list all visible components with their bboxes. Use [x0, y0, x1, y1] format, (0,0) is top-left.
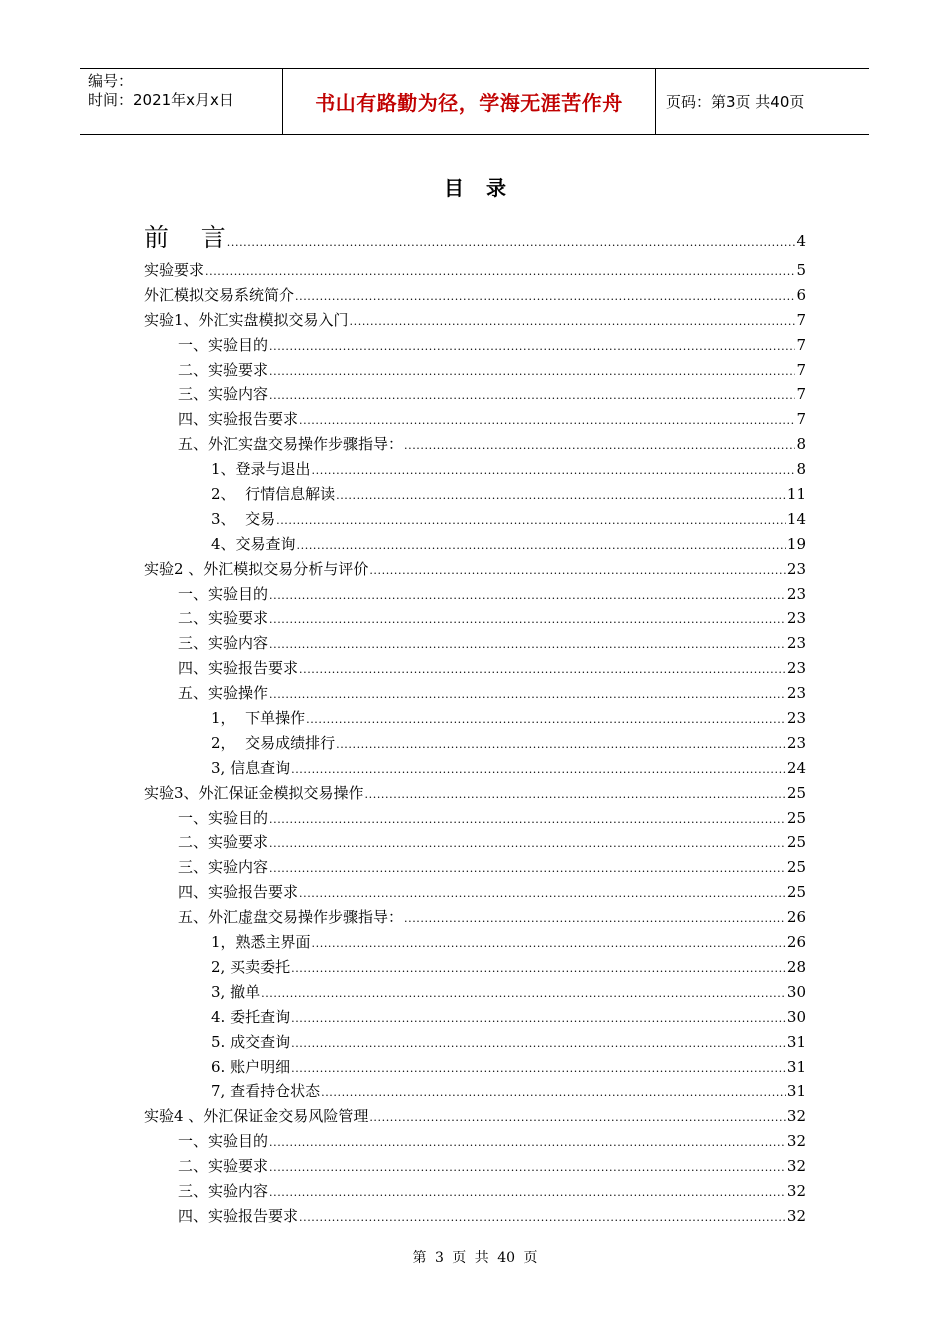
- toc-entry-page: 14: [786, 509, 806, 528]
- header-meta: [80, 69, 282, 134]
- toc-entry-page: 25: [786, 883, 806, 902]
- page-footer: 第 3 页 共 40 页: [412, 1250, 538, 1266]
- toc-entry[interactable]: [144, 631, 806, 656]
- toc-entry-page: 5: [796, 261, 806, 279]
- toc-entry[interactable]: [144, 855, 806, 880]
- toc-entry-page: 19: [786, 534, 806, 553]
- toc-entry[interactable]: [144, 756, 806, 781]
- toc-leader-dots: [350, 308, 796, 335]
- header-motto: 书山有路勤为径，学海无涯苦作舟: [282, 69, 656, 134]
- toc-entry-label: 三、实验内容: [178, 1181, 269, 1200]
- toc-entry-page: 26: [786, 933, 806, 952]
- toc-leader-dots: [269, 358, 795, 385]
- toc-entry-page: 32: [786, 1107, 806, 1126]
- toc-entry[interactable]: [144, 1129, 806, 1154]
- toc-leader-dots: [312, 457, 796, 484]
- toc-entry-page: 8: [796, 460, 806, 479]
- toc-entry[interactable]: [144, 731, 806, 756]
- toc-leader-dots: [269, 631, 786, 658]
- toc-entry[interactable]: [144, 880, 806, 905]
- toc-leader-dots: [299, 407, 795, 434]
- toc-entry[interactable]: [144, 482, 806, 507]
- toc-entry[interactable]: [144, 930, 806, 955]
- toc-leader-dots: [291, 1005, 786, 1032]
- toc-leader-dots: [312, 930, 786, 957]
- toc-entry[interactable]: [144, 980, 806, 1005]
- toc-entry-page: 31: [786, 1082, 806, 1101]
- toc-entry-label: 2， 交易成绩排行: [211, 733, 336, 752]
- header-page-info: 页码：第3页 共40页: [666, 93, 805, 111]
- toc-leader-dots: [404, 905, 786, 932]
- toc-entry-page: 30: [786, 1007, 806, 1026]
- toc-leader-dots: [269, 681, 786, 708]
- toc-entry[interactable]: [144, 532, 806, 557]
- toc-entry-label: 1、登录与退出: [211, 460, 311, 479]
- toc-leader-dots: [299, 880, 786, 907]
- toc-entry[interactable]: [144, 1179, 806, 1204]
- header-time-label: 时间：2021年x月x日: [88, 91, 234, 109]
- toc-leader-dots: [365, 781, 786, 808]
- toc-entry[interactable]: [144, 781, 806, 806]
- toc-entry[interactable]: [144, 432, 806, 457]
- toc-entry-page: 23: [786, 559, 806, 578]
- toc-entry-page: 7: [796, 385, 806, 404]
- toc-leader-dots: [269, 582, 786, 609]
- toc-entry-page: 32: [786, 1132, 806, 1151]
- toc-entry-label: 2、 行情信息解读: [211, 485, 336, 504]
- toc-entry-page: 26: [786, 908, 806, 927]
- toc-leader-dots: [336, 482, 786, 509]
- toc-entry-label: 三、实验内容: [178, 385, 269, 404]
- toc-entry[interactable]: [144, 830, 806, 855]
- toc-entry[interactable]: [144, 1079, 806, 1104]
- toc-leader-dots: [299, 1204, 786, 1231]
- toc-entry-label: 五、外汇虚盘交易操作步骤指导：: [178, 908, 404, 927]
- toc-entry[interactable]: [144, 681, 806, 706]
- toc-entry[interactable]: [144, 955, 806, 980]
- toc-entry-page: 23: [786, 634, 806, 653]
- toc-entry-page: 30: [786, 982, 806, 1001]
- toc-leader-dots: [269, 1129, 786, 1156]
- toc-entry-label: 4、交易查询: [211, 534, 296, 553]
- toc-title: 目录: [444, 176, 528, 200]
- toc-entry-label: 实验3、外汇保证金模拟交易操作: [144, 783, 364, 802]
- toc-leader-dots: [299, 656, 786, 683]
- toc-leader-dots: [269, 830, 786, 857]
- toc-entry-label: 五、外汇实盘交易操作步骤指导：: [178, 435, 404, 454]
- toc-leader-dots: [269, 606, 786, 633]
- toc-entry[interactable]: [144, 1104, 806, 1129]
- toc-leader-dots: [269, 382, 795, 409]
- toc-entry[interactable]: [144, 358, 806, 383]
- toc-entry-label: 五、实验操作: [178, 684, 269, 703]
- toc-entry[interactable]: [144, 1154, 806, 1179]
- toc-leader-dots: [276, 507, 786, 534]
- toc-leader-dots: [404, 432, 795, 459]
- toc-entry-page: 23: [786, 684, 806, 703]
- toc-entry-label: 2, 买卖委托: [211, 957, 291, 976]
- toc-entry-label: 四、实验报告要求: [178, 1206, 299, 1225]
- toc-entry-label: 1，熟悉主界面: [211, 933, 311, 952]
- toc-entry-label: 一、实验目的: [178, 1132, 269, 1151]
- toc-entry-page: 32: [786, 1181, 806, 1200]
- toc-entry[interactable]: [144, 507, 806, 532]
- toc-leader-dots: [336, 731, 786, 758]
- toc-entry[interactable]: [144, 1005, 806, 1030]
- toc-entry[interactable]: [144, 606, 806, 631]
- toc-entry-label: 3, 撤单: [211, 982, 261, 1001]
- toc-entry[interactable]: [144, 308, 806, 333]
- toc-entry-page: 24: [786, 758, 806, 777]
- toc-entry-label: 四、实验报告要求: [178, 410, 299, 429]
- toc-leader-dots: [291, 1055, 786, 1082]
- page-header: [80, 68, 869, 135]
- toc-entry-page: 23: [786, 709, 806, 728]
- toc-leader-dots: [291, 955, 786, 982]
- toc-entry-page: 7: [796, 410, 806, 429]
- toc-entry-page: 23: [786, 609, 806, 628]
- toc-entry-page: 32: [786, 1206, 806, 1225]
- toc-entry[interactable]: [144, 407, 806, 432]
- toc-entry-label: 二、实验要求: [178, 609, 269, 628]
- toc-entry-page: 28: [786, 957, 806, 976]
- toc-entry[interactable]: [144, 258, 806, 283]
- toc-entry-label: 一、实验目的: [178, 584, 269, 603]
- toc-entry-page: 23: [786, 659, 806, 678]
- toc-entry-label: 二、实验要求: [178, 1157, 269, 1176]
- toc-leader-dots: [291, 756, 786, 783]
- toc-entry-label: 4. 委托查询: [211, 1007, 291, 1026]
- toc-leader-dots: [321, 1079, 786, 1106]
- header-number-label: 编号：: [88, 72, 134, 90]
- toc-leader-dots: [205, 258, 795, 285]
- toc-entry[interactable]: [144, 1030, 806, 1055]
- toc-entry-page: 25: [786, 833, 806, 852]
- toc-entry-label: 7, 查看持仓状态: [211, 1082, 321, 1101]
- toc-entry-label: 实验要求: [144, 261, 205, 279]
- toc-leader-dots: [306, 706, 786, 733]
- toc-entry[interactable]: [144, 1204, 806, 1229]
- toc-leader-dots: [269, 855, 786, 882]
- toc-entry-label: 二、实验要求: [178, 833, 269, 852]
- toc-entry-page: 25: [786, 783, 806, 802]
- toc-entry-label: 3、 交易: [211, 509, 276, 528]
- toc-entry-page: 11: [786, 485, 806, 504]
- toc-entry-page: 7: [796, 335, 806, 354]
- toc-entry-page: 4: [796, 232, 806, 250]
- toc-entry-page: 31: [786, 1032, 806, 1051]
- toc-entry-label: 外汇模拟交易系统简介: [144, 285, 295, 304]
- toc-entry-page: 6: [796, 285, 806, 304]
- toc-entry-label: 实验2 、外汇模拟交易分析与评价: [144, 559, 369, 578]
- toc-leader-dots: [295, 283, 795, 310]
- toc-entry-label: 三、实验内容: [178, 634, 269, 653]
- toc-entry-label: 实验4 、外汇保证金交易风险管理: [144, 1107, 369, 1126]
- toc-entry-page: 23: [786, 584, 806, 603]
- toc-entry[interactable]: [144, 457, 806, 482]
- toc-leader-dots: [227, 220, 796, 261]
- toc-leader-dots: [269, 1154, 786, 1181]
- toc-entry-page: 32: [786, 1157, 806, 1176]
- toc-entry-label: 四、实验报告要求: [178, 659, 299, 678]
- toc-entry-page: 23: [786, 733, 806, 752]
- toc-entry[interactable]: [144, 706, 806, 731]
- toc-entry-label: 四、实验报告要求: [178, 883, 299, 902]
- table-of-contents: [144, 220, 806, 1229]
- toc-entry-page: 25: [786, 808, 806, 827]
- toc-entry-label: 一、实验目的: [178, 808, 269, 827]
- toc-entry[interactable]: [144, 557, 806, 582]
- toc-entry-page: 7: [796, 360, 806, 379]
- toc-entry-label: 3, 信息查询: [211, 758, 291, 777]
- toc-entry-label: 1， 下单操作: [211, 709, 306, 728]
- toc-entry-label: 三、实验内容: [178, 858, 269, 877]
- toc-leader-dots: [369, 1104, 786, 1131]
- toc-entry-label: 一、实验目的: [178, 335, 269, 354]
- toc-entry-page: 25: [786, 858, 806, 877]
- toc-entry-page: 8: [796, 435, 806, 454]
- toc-entry-label: 实验1、外汇实盘模拟交易入门: [144, 310, 349, 329]
- toc-entry[interactable]: [144, 905, 806, 930]
- toc-entry-label: 前 言: [144, 223, 226, 252]
- toc-entry[interactable]: [144, 1055, 806, 1080]
- toc-leader-dots: [269, 333, 795, 360]
- toc-entry[interactable]: [144, 656, 806, 681]
- toc-leader-dots: [291, 1030, 786, 1057]
- toc-entry-page: 7: [796, 310, 806, 329]
- toc-entry-label: 6. 账户明细: [211, 1057, 291, 1076]
- toc-leader-dots: [297, 532, 786, 559]
- toc-entry-page: 31: [786, 1057, 806, 1076]
- toc-entry[interactable]: [144, 582, 806, 607]
- toc-leader-dots: [369, 557, 786, 584]
- toc-leader-dots: [261, 980, 786, 1007]
- toc-entry[interactable]: [144, 220, 806, 256]
- toc-entry-label: 二、实验要求: [178, 360, 269, 379]
- toc-entry-label: 5. 成交查询: [211, 1032, 291, 1051]
- toc-leader-dots: [269, 806, 786, 833]
- toc-entry[interactable]: [144, 333, 806, 358]
- toc-entry[interactable]: [144, 283, 806, 308]
- toc-entry[interactable]: [144, 806, 806, 831]
- toc-entry[interactable]: [144, 382, 806, 407]
- toc-leader-dots: [269, 1179, 786, 1206]
